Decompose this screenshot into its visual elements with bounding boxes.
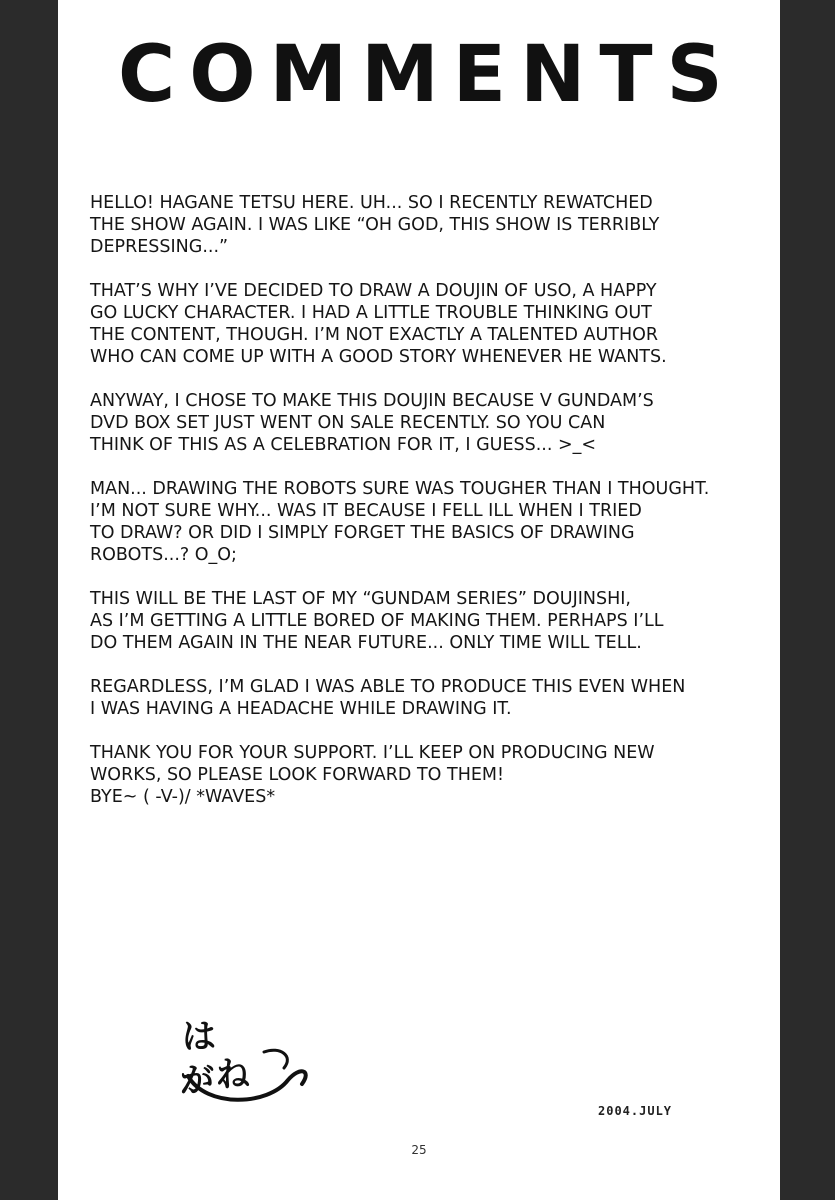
signature-text-top: は [182,1017,216,1057]
paragraph-greeting: HELLO! HAGANE TETSU HERE. UH... SO I RECENTLY REWATCHED THE SHOW AGAIN. I WAS LIKE “OH GOD, THIS SHOW IS TERRIBLY DEPRESSING...” [90,193,660,257]
signature-text-bottom: が [180,1061,214,1101]
paragraph-dvd: ANYWAY, I CHOSE TO MAKE THIS DOUJIN BECAUSE V GUNDAM’S DVD BOX SET JUST WENT ON SALE RECENTLY. SO YOU CAN THINK OF THIS AS A CELEBRATION FOR IT, I GUESS... >_< [90,391,654,455]
paragraph-thanks: THANK YOU FOR YOUR SUPPORT. I’LL KEEP ON PRODUCING NEW WORKS, SO PLEASE LOOK FORWARD TO THEM! BYE~ ( -V-)/ *WAVES* [90,743,655,807]
paragraph-last-series: THIS WILL BE THE LAST OF MY “GUNDAM SERIES” DOUJINSHI, AS I’M GETTING A LITTLE BORED OF MAKING THEM. PERHAPS I’LL DO THEM AGAIN IN THE NEAR FUTURE... ONLY TIME WILL TELL. [90,589,664,653]
paragraph-headache: REGARDLESS, I’M GLAD I WAS ABLE TO PRODUCE THIS EVEN WHEN I WAS HAVING A HEADACHE WHILE DRAWING IT. [90,677,686,719]
author-signature [176,1010,316,1105]
page [58,0,780,1200]
paragraph-robots: MAN... DRAWING THE ROBOTS SURE WAS TOUGHER THAN I THOUGHT. I’M NOT SURE WHY... WAS IT BECAUSE I FELL ILL WHEN I TRIED TO DRAW? OR DID I SIMPLY FORGET THE BASICS OF DRAWING ROBOTS...? O_O; [90,479,710,565]
signature-text-side: ね [216,1055,250,1095]
page-number: 25 [411,1143,427,1157]
paragraph-reason: THAT’S WHY I’VE DECIDED TO DRAW A DOUJIN OF USO, A HAPPY GO LUCKY CHARACTER. I HAD A LITTLE TROUBLE THINKING OUT THE CONTENT, THOUGH. I’M NOT EXACTLY A TALENTED AUTHOR WHO CAN COME UP WITH A GOOD STORY WHENEVER HE WANTS. [90,281,667,367]
page-title: COMMENTS [118,30,737,120]
date-stamp: 2004.JULY [598,1104,673,1118]
comment-body [90,192,760,830]
signature-flourish [264,1050,287,1068]
